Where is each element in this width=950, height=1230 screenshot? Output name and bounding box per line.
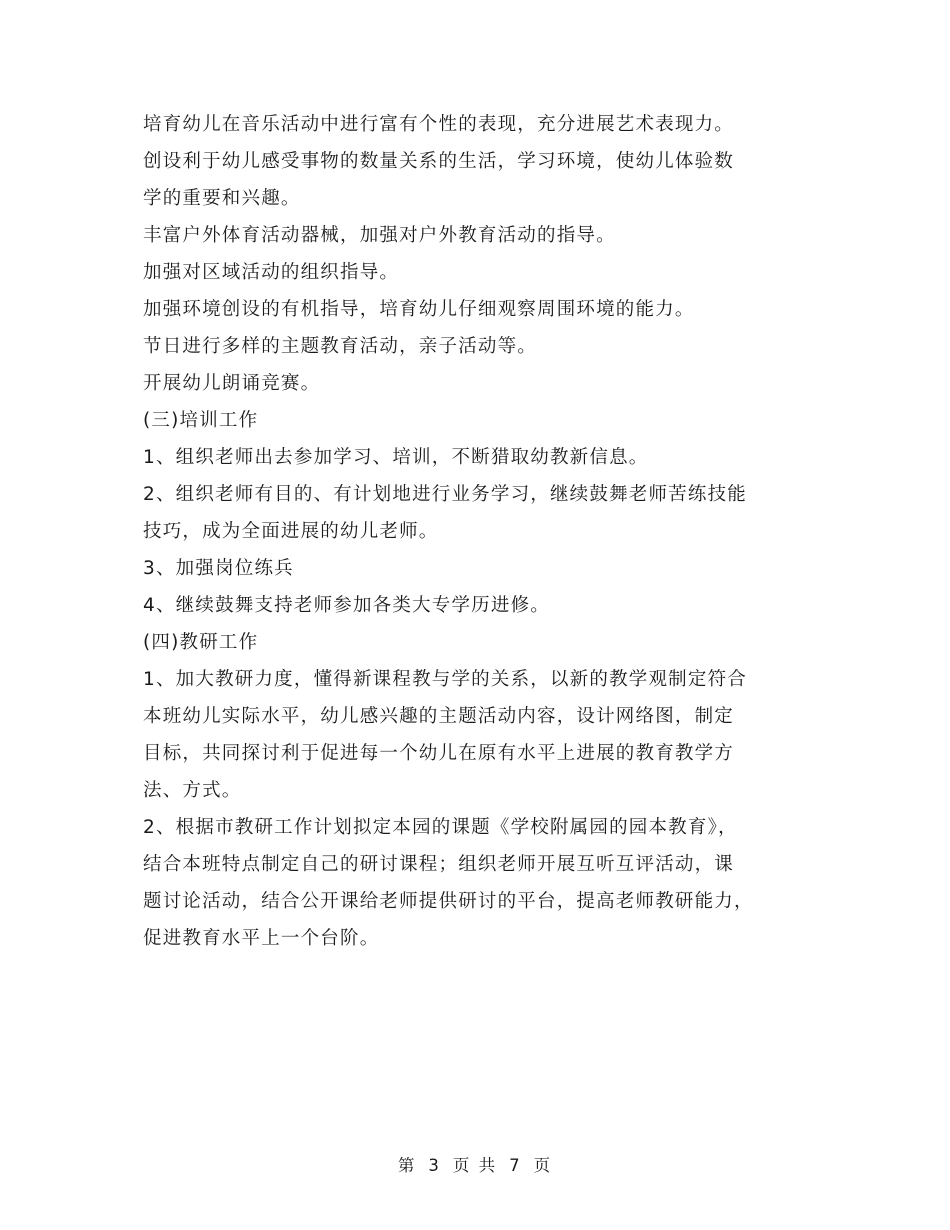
section-heading: (四)教研工作 [143,632,259,653]
page-number: 3 [428,1156,441,1175]
footer-middle: 页 共 [452,1156,498,1175]
paragraph-line: 创设利于幼儿感受事物的数量关系的生活，学习环境，使幼儿体验数 [143,151,735,172]
list-item: 3、加强岗位练兵 [143,558,294,579]
footer-prefix: 第 [397,1156,417,1175]
paragraph-line: 丰富户外体育活动器械，加强对户外教育活动的指导。 [143,225,616,246]
paragraph-line: 学的重要和兴趣。 [143,188,301,209]
list-item-continuation: 题讨论活动，结合公开课给老师提供研讨的平台，提高老师教研能力， [143,891,754,912]
list-item-continuation: 结合本班特点制定自己的研讨课程；组织老师开展互听互评活动，课 [143,854,735,875]
list-item: 4、继续鼓舞支持老师参加各类大专学历进修。 [143,595,550,616]
page-total: 7 [509,1156,522,1175]
paragraph-line: 加强对区域活动的组织指导。 [143,262,400,283]
list-item: 1、组织老师出去参加学习、培训，不断猎取幼教新信息。 [143,447,649,468]
list-item-continuation: 法、方式。 [143,780,242,801]
paragraph-line: 培育幼儿在音乐活动中进行富有个性的表现，充分进展艺术表现力。 [143,114,735,135]
page-footer [0,1152,950,1176]
footer-suffix: 页 [533,1156,553,1175]
paragraph-line: 加强环境创设的有机指导，培育幼儿仔细观察周围环境的能力。 [143,299,695,320]
paragraph-line: 开展幼儿朗诵竞赛。 [143,373,321,394]
list-item: 2、组织老师有目的、有计划地进行业务学习，继续鼓舞老师苦练技能 [143,484,747,505]
list-item-continuation: 本班幼儿实际水平，幼儿感兴趣的主题活动内容，设计网络图，制定 [143,706,735,727]
list-item: 2、根据市教研工作计划拟定本园的课题《学校附属园的园本教育》， [143,817,738,838]
section-heading: (三)培训工作 [143,410,259,431]
list-item-continuation: 促进教育水平上一个台阶。 [143,928,380,949]
list-item-continuation: 目标，共同探讨利于促进每一个幼儿在原有水平上进展的教育教学方 [143,743,735,764]
list-item-continuation: 技巧，成为全面进展的幼儿老师。 [143,521,439,542]
paragraph-line: 节日进行多样的主题教育活动，亲子活动等。 [143,336,538,357]
list-item: 1、加大教研力度，懂得新课程教与学的关系，以新的教学观制定符合 [143,669,747,690]
